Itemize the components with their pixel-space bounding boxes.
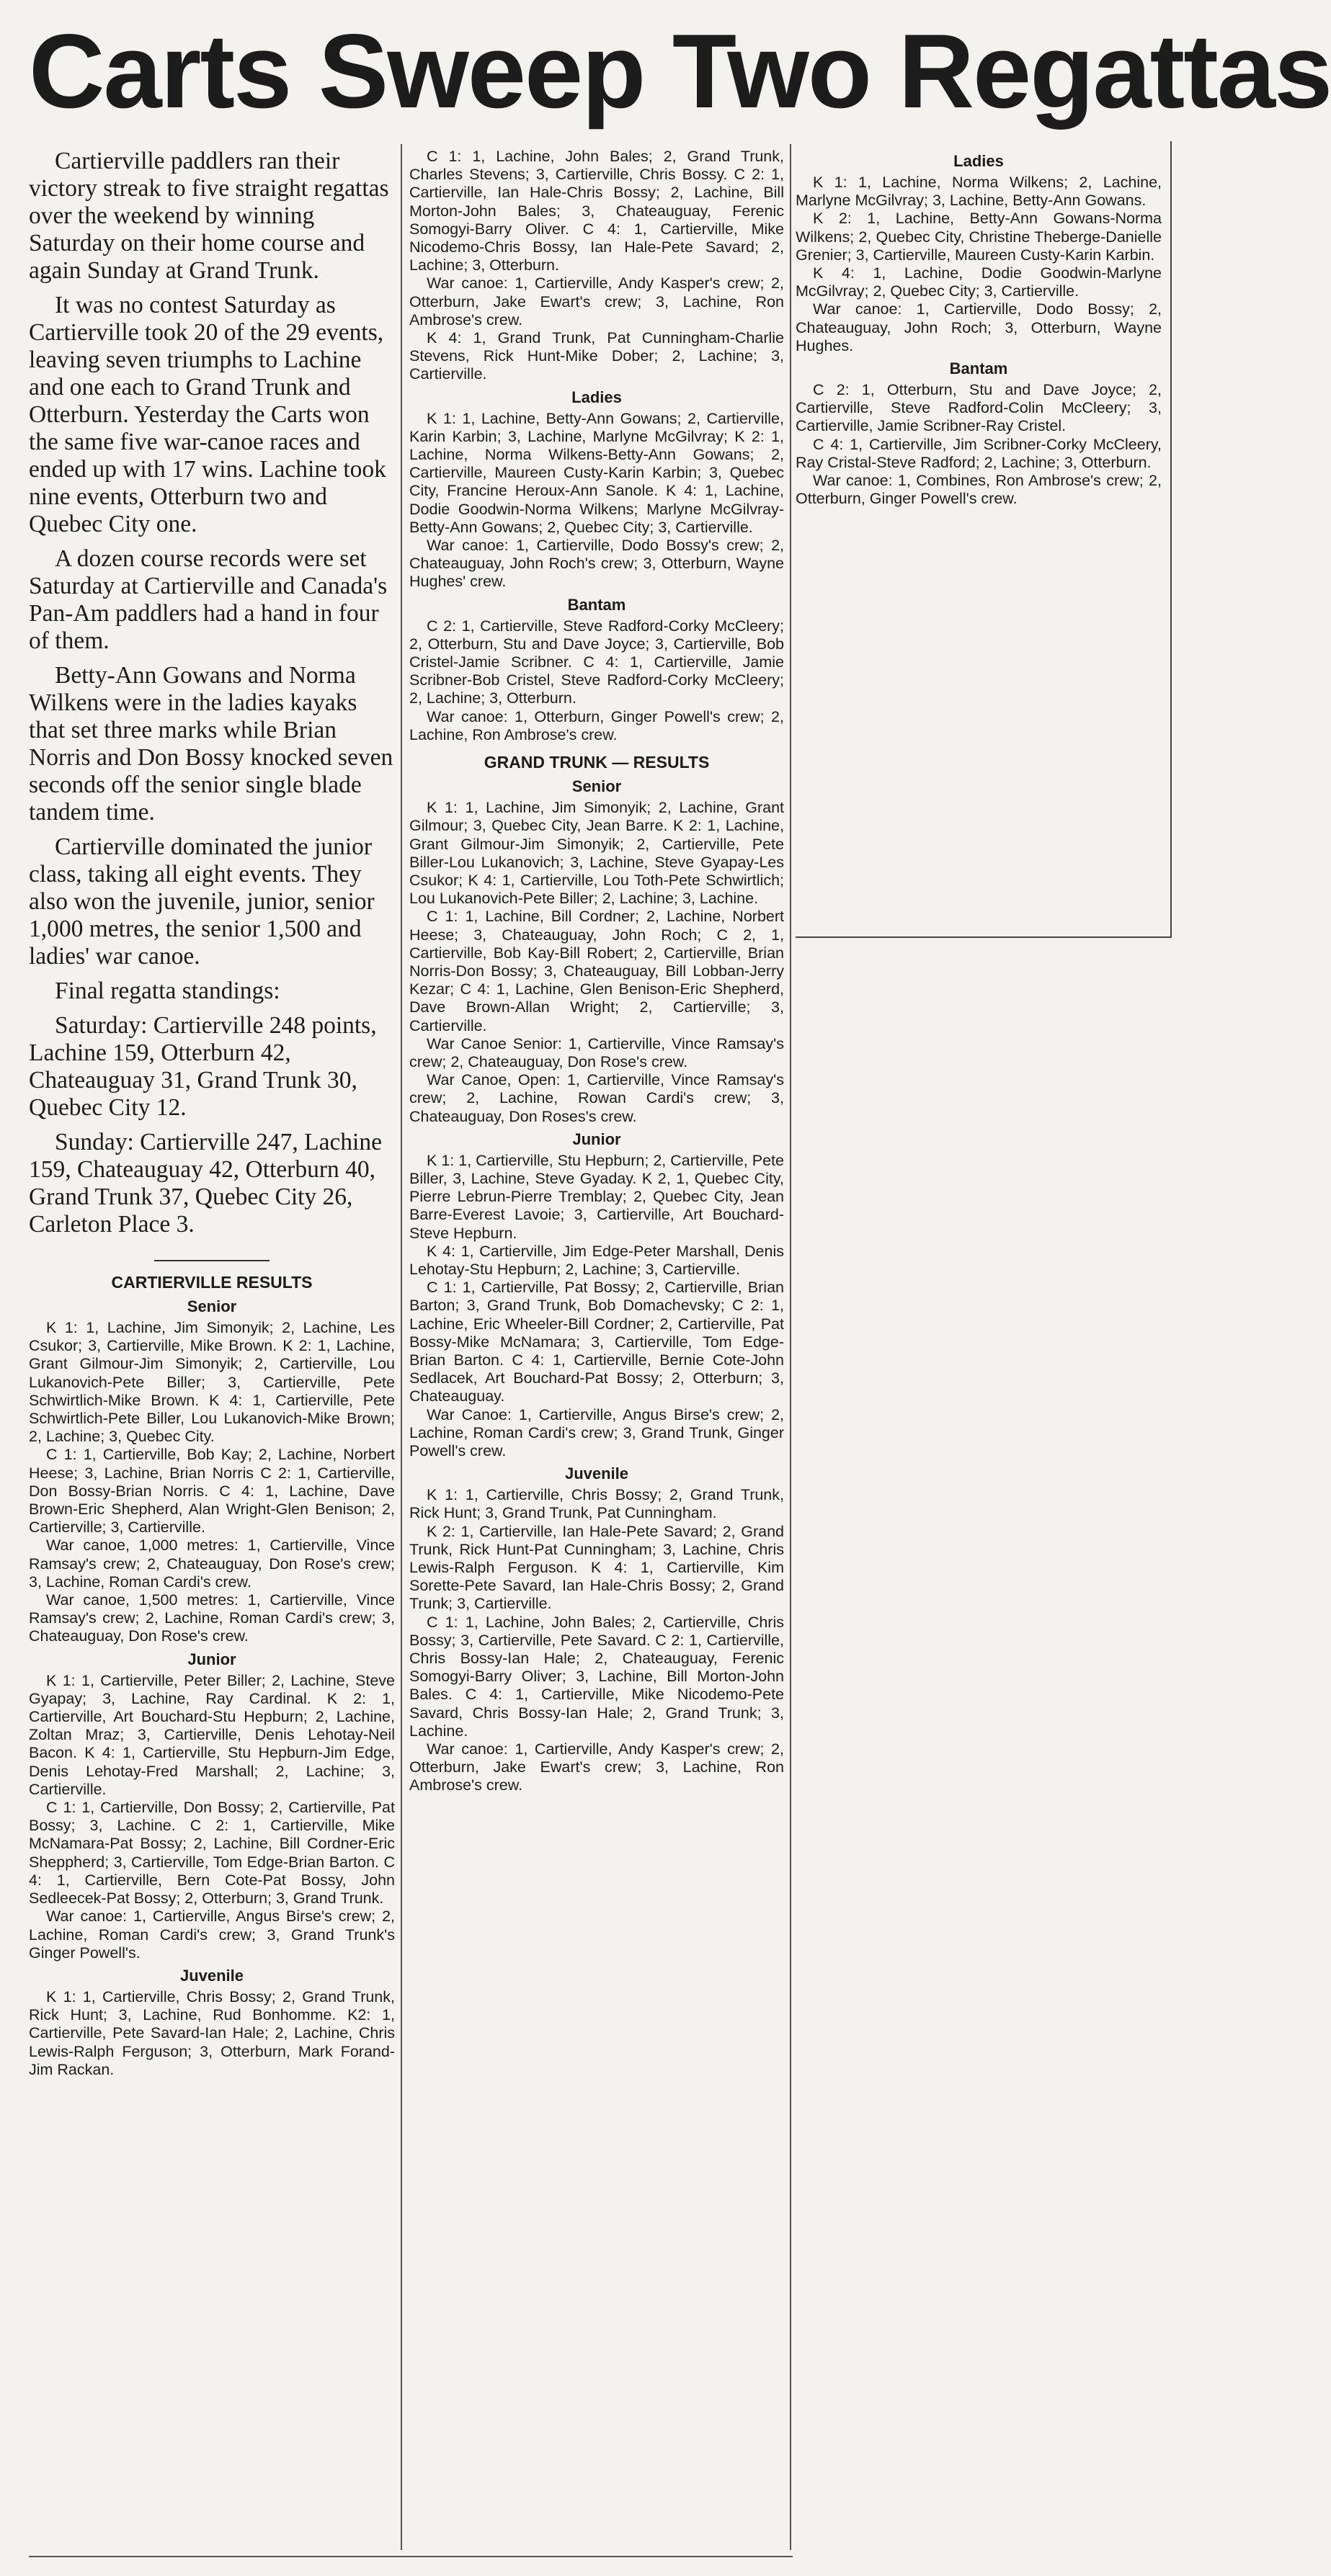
result-paragraph: K 1: 1, Cartierville, Chris Bossy; 2, Grand Trunk, Rick Hunt; 3, Lachine, Rud Bonhomme. K2: 1, Cartierville, Pete Savard-Ian Hale; 2, Lachine, Chris Lewis-Ralph Ferguson; 3, Otterburn, Mark Forand-Jim Rackan. — [29, 1987, 395, 2078]
result-paragraph: War canoe: 1, Combines, Ron Ambrose's crew; 2, Otterburn, Ginger Powell's crew. — [796, 472, 1162, 508]
result-paragraph: K 1: 1, Cartierville, Chris Bossy; 2, Grand Trunk, Rick Hunt; 3, Grand Trunk, Pat Cunningham. — [409, 1486, 784, 1522]
class-heading: Senior — [571, 777, 622, 796]
result-paragraph: War Canoe: 1, Cartierville, Angus Birse's crew; 2, Lachine, Roman Cardi's crew; 3, Grand Trunk, Ginger Powell's crew. — [409, 1405, 784, 1459]
result-paragraph: K 1: 1, Lachine, Jim Simonyik; 2, Lachine, Grant Gilmour; 3, Quebec City, Jean Barre. K 2: 1, Lachine, Grant Gilmour-Jim Simonyik; 2, Cartierville, Pete Biller-Lou Lukanovich; 3, Lachine, Steve Gyapay-Les Csukor; K 4: 1, Cartierville, Lou Toth-Pete Schwirtlich; Lou Lukanovich-Pete Biller; 2, Lachine; 3, Lachine. — [409, 799, 784, 908]
class-heading: Senior — [187, 1297, 237, 1315]
story-paragraph: Sunday: Cartierville 247, Lachine 159, Chateauguay 42, Otterburn 40, Grand Trunk 37, Quebec City 26, Carleton Place 3. — [29, 1129, 382, 1238]
result-paragraph: War canoe: 1, Cartierville, Dodo Bossy's crew; 2, Chateauguay, John Roch's crew; 3, Otterburn, Wayne Hughes' crew. — [409, 537, 784, 591]
result-paragraph: War canoe, 1,000 metres: 1, Cartierville, Vince Ramsay's crew; 2, Chateauguay, Don Rose's crew; 3, Lachine, Roman Cardi's crew. — [29, 1537, 395, 1591]
story-paragraph: Betty-Ann Gowans and Norma Wilkens were in the ladies kayaks that set three marks while Brian Norris and Don Bossy knocked seven seconds off the senior single blade tandem time. — [29, 662, 393, 826]
result-paragraph: War canoe: 1, Cartierville, Angus Birse's crew; 2, Lachine, Roman Cardi's crew; 3, Grand Trunk's Ginger Powell's. — [29, 1908, 395, 1962]
grand-trunk-results — [409, 751, 784, 1795]
result-paragraph: War canoe, 1,500 metres: 1, Cartierville, Vince Ramsay's crew; 2, Lachine, Roman Cardi's crew; 3, Chateauguay, Don Rose's crew. — [29, 1591, 395, 1645]
result-paragraph: K 2: 1, Lachine, Betty-Ann Gowans-Norma Wilkens; 2, Quebec City, Christine Theberge-Danielle Grenier; 3, Cartierville, Maureen Custy-Karin Karbin. — [796, 210, 1162, 264]
result-paragraph: War canoe: 1, Cartierville, Andy Kasper's crew; 2, Otterburn, Jake Ewart's crew; 3, Lachine, Ron Ambrose's crew. — [409, 1740, 784, 1794]
class-heading: Juvenile — [564, 1464, 629, 1483]
result-paragraph: C 1: 1, Lachine, Bill Cordner; 2, Lachine, Norbert Heese; 3, Chateauguay, John Roch; C 2, 1, Cartierville, Bob Kay-Bill Robert; 2, Cartierville, Brian Norris-Don Bossy; 3, Chateauguay, Bill Lobban-Jerry Kezar; C 4: 1, Lachine, Glen Benison-Eric Shepherd, Dave Brown-Allan Wright; 2, Cartierville; 3, Cartierville. — [409, 908, 784, 1034]
result-paragraph: War Canoe Senior: 1, Cartierville, Vince Ramsay's crew; 2, Chateauguay, Don Rose's crew. — [409, 1034, 784, 1070]
result-paragraph: C 1: 1, Lachine, John Bales; 2, Cartierville, Chris Bossy; 3, Cartierville, Pete Savard. C 2: 1, Cartierville, Chris Bossy-Ian Hale; 2, Chateauguay, Ferenic Somogyi-Barry Oliver; 3, Lachine, Bill Morton-John Bales. C 4: 1, Cartierville, Mike Nicodemo-Pete Savard, Chris Bossy-Ian Hale; 2, Grand Trunk; 3, Lachine. — [409, 1613, 784, 1740]
class-heading: Junior — [187, 1650, 236, 1668]
result-paragraph: War canoe: 1, Otterburn, Ginger Powell's crew; 2, Lachine, Ron Ambrose's crew. — [409, 707, 784, 743]
result-paragraph: K 1: 1, Lachine, Norma Wilkens; 2, Lachine, Marlyne McGilvray; 3, Lachine, Betty-Ann Gowans. — [796, 174, 1162, 210]
result-paragraph: K 1: 1, Cartierville, Peter Biller; 2, Lachine, Steve Gyapay; 3, Lachine, Ray Cardinal. K 2: 1, Cartierville, Art Bouchard-Stu Hepburn; 2, Lachine, Zoltan Mraz; 3, Cartierville, Denis Lehotay-Neil Bacon. K 4: 1, Cartierville, Stu Hepburn-Jim Edge, Denis Lehotay-Fred Marshall; 2, Lachine; 3, Cartierville. — [29, 1671, 395, 1798]
result-paragraph: K 2: 1, Cartierville, Ian Hale-Pete Savard; 2, Grand Trunk, Rick Hunt-Pat Cunningham; 3, Lachine, Chris Lewis-Ralph Ferguson. K 4: 1, Cartierville, Kim Sorette-Pete Savard, Ian Hale-Chris Bossy; 2, Grand Trunk; 3, Cartierville. — [409, 1522, 784, 1613]
bottom-rule — [29, 2556, 793, 2557]
class-heading: Juvenile — [179, 1966, 244, 1985]
result-paragraph: K 4: 1, Grand Trunk, Pat Cunningham-Charlie Stevens, Rick Hunt-Mike Dober; 2, Lachine; 3, Cartierville. — [409, 329, 784, 383]
results-heading: CARTIERVILLE RESULTS — [111, 1273, 313, 1292]
story-paragraph: Saturday: Cartierville 248 points, Lachine 159, Otterburn 42, Chateauguay 31, Grand Trunk 30, Quebec City 12. — [29, 1012, 377, 1121]
story-paragraph: Cartierville dominated the junior class, taking all eight events. They also won the juvenile, junior, senior 1,000 metres, the senior 1,500 and ladies' war canoe. — [29, 833, 375, 970]
grand-trunk-results-continued — [796, 151, 1162, 508]
headline: Carts Sweep Two Regattas — [29, 12, 1331, 130]
class-heading: Ladies — [571, 388, 622, 406]
result-paragraph: C 1: 1, Cartierville, Bob Kay; 2, Lachine, Norbert Heese; 3, Lachine, Brian Norris C 2: 1, Cartierville, Don Bossy-Brian Norris. C 4: 1, Lachine, Dave Brown-Eric Shepherd, Alan Wright-Glen Benison; 2, Cartierville; 3, Cartierville. — [29, 1446, 395, 1537]
results-column-middle — [409, 148, 784, 1795]
result-paragraph: War canoe: 1, Cartierville, Dodo Bossy; 2, Chateauguay, John Roch; 3, Otterburn, Wayne Hughes. — [796, 300, 1162, 354]
results-column-right — [796, 148, 1162, 508]
result-paragraph: C 4: 1, Cartierville, Jim Scribner-Corky McCleery, Ray Cristal-Steve Radford; 2, Lachine; 3, Otterburn. — [796, 435, 1162, 471]
result-paragraph: C 1: 1, Cartierville, Don Bossy; 2, Cartierville, Pat Bossy; 3, Lachine. C 2: 1, Cartierville, Mike McNamara-Pat Bossy; 2, Lachine, Bill Cordner-Eric Sheppherd; 3, Cartierville, Tom Edge-Brian Barton. C 4: 1, Cartierville, Bern Cote-Pat Bossy, John Sedleecek-Pat Bossy; 2, Otterburn; 3, Grand Trunk. — [29, 1799, 395, 1908]
column-rule — [401, 144, 402, 2550]
story-paragraph: It was no contest Saturday as Cartierville took 20 of the 29 events, leaving seven triumphs to Lachine and one each to Grand Trunk and Otterburn. Yesterday the Carts won the same five war-canoe races and ended up with 17 wins. Lachine took nine events, Otterburn two and Quebec City one. — [29, 292, 386, 537]
class-heading: Ladies — [953, 152, 1004, 170]
cartierville-results — [29, 1271, 395, 2079]
result-paragraph: C 2: 1, Otterburn, Stu and Dave Joyce; 2, Cartierville, Steve Radford-Colin McCleery; 3, Cartierville, Jamie Scribner-Ray Cristel. — [796, 381, 1162, 435]
result-paragraph: K 1: 1, Lachine, Betty-Ann Gowans; 2, Cartierville, Karin Karbin; 3, Lachine, Marlyne McGilvray; K 2: 1, Lachine, Norma Wilkens-Betty-Ann Gowans; 2, Cartierville, Maureen Custy-Karin Karbin; 3, Quebec City, Francine Heroux-Ann Sanole. K 4: 1, Lachine, Dodie Goodwin-Norma Wilkens; Marlyne McGilvray-Betty-Ann Gowans; 2, Quebec City; 3, Cartierville. — [409, 409, 784, 536]
class-heading: Junior — [572, 1130, 621, 1148]
story-paragraph: Cartierville paddlers ran their victory streak to five straight regattas over the weekend by winning Saturday on their home course and again Sunday at Grand Trunk. — [29, 148, 389, 284]
result-paragraph: K 1: 1, Cartierville, Stu Hepburn; 2, Cartierville, Pete Biller, 3, Lachine, Steve Gyaday. K 2, 1, Quebec City, Pierre Lebrun-Pierre Tremblay; 2, Quebec City, Jean Barre-Everest Lavoie; 3, Cartierville, Art Bouchard-Steve Hepburn. — [409, 1151, 784, 1242]
result-paragraph: C 1: 1, Cartierville, Pat Bossy; 2, Cartierville, Brian Barton; 3, Grand Trunk, Bob Domachevsky; C 2: 1, Lachine, Eric Wheeler-Bill Cordner; 2, Cartierville, Pat Bossy-Mike McNamara; 3, Cartierville, Tom Edge-Brian Barton. C 4: 1, Cartierville, Bernie Cote-John Sedlacek, Art Bouchard-Pat Bossy; 2, Otterburn; 3, Chateauguay. — [409, 1279, 784, 1405]
result-paragraph: War Canoe, Open: 1, Cartierville, Vince Ramsay's crew; 2, Lachine, Rowan Cardi's crew; 3, Chateauguay, Don Roses's crew. — [409, 1071, 784, 1125]
section-divider — [154, 1260, 270, 1261]
class-heading: Bantam — [567, 595, 626, 614]
results-heading: GRAND TRUNK — RESULTS — [484, 753, 710, 772]
result-paragraph: K 4: 1, Cartierville, Jim Edge-Peter Marshall, Denis Lehotay-Stu Hepburn; 2, Lachine; 3, Cartierville. — [409, 1242, 784, 1278]
result-paragraph: C 1: 1, Lachine, John Bales; 2, Grand Trunk, Charles Stevens; 3, Cartierville, Chris Bossy. C 2: 1, Cartierville, Ian Hale-Chris Bossy; 2, Lachine, Bill Morton-John Bales; 3, Chateauguay, Ferenic Somogyi-Barry Oliver. C 4: 1, Cartierville, Mike Nicodemo-Chris Bossy, Ian Hale-Pete Savard; 2, Lachine; 3, Otterburn. — [409, 148, 784, 274]
story-column — [29, 148, 395, 2079]
cartierville-results-continued — [409, 148, 784, 744]
column-rule — [790, 144, 791, 2550]
result-paragraph: K 1: 1, Lachine, Jim Simonyik; 2, Lachine, Les Csukor; 3, Cartierville, Mike Brown. K 2: 1, Lachine, Grant Gilmour-Jim Simonyik; 2, Cartierville, Lou Lukanovich-Pete Biller; 3, Cartierville, Pete Schwirtlich-Mike Brown. K 4: 1, Cartierville, Pete Schwirtlich-Pete Biller, Lou Lukanovich-Mike Brown; 2, Lachine; 3, Quebec City. — [29, 1319, 395, 1446]
story-paragraph: A dozen course records were set Saturday at Cartierville and Canada's Pan-Am paddlers had a hand in four of them. — [29, 545, 388, 654]
result-paragraph: War canoe: 1, Cartierville, Andy Kasper's crew; 2, Otterburn, Jake Ewart's crew; 3, Lachine, Ron Ambrose's crew. — [409, 274, 784, 328]
result-paragraph: C 2: 1, Cartierville, Steve Radford-Corky McCleery; 2, Otterburn, Stu and Dave Joyce; 3, Cartierville, Bob Cristel-Jamie Scribner. C 4: 1, Cartierville, Jamie Scribner-Bob Cristel, Steve Radford-Corky McCleery; 2, Lachine; 3, Otterburn. — [409, 617, 784, 707]
result-paragraph: K 4: 1, Lachine, Dodie Goodwin-Marlyne McGilvray; 2, Quebec City; 3, Cartierville. — [796, 264, 1162, 300]
story-paragraph: Final regatta standings: — [55, 978, 280, 1004]
story-body — [29, 148, 395, 1238]
class-heading: Bantam — [949, 359, 1008, 378]
